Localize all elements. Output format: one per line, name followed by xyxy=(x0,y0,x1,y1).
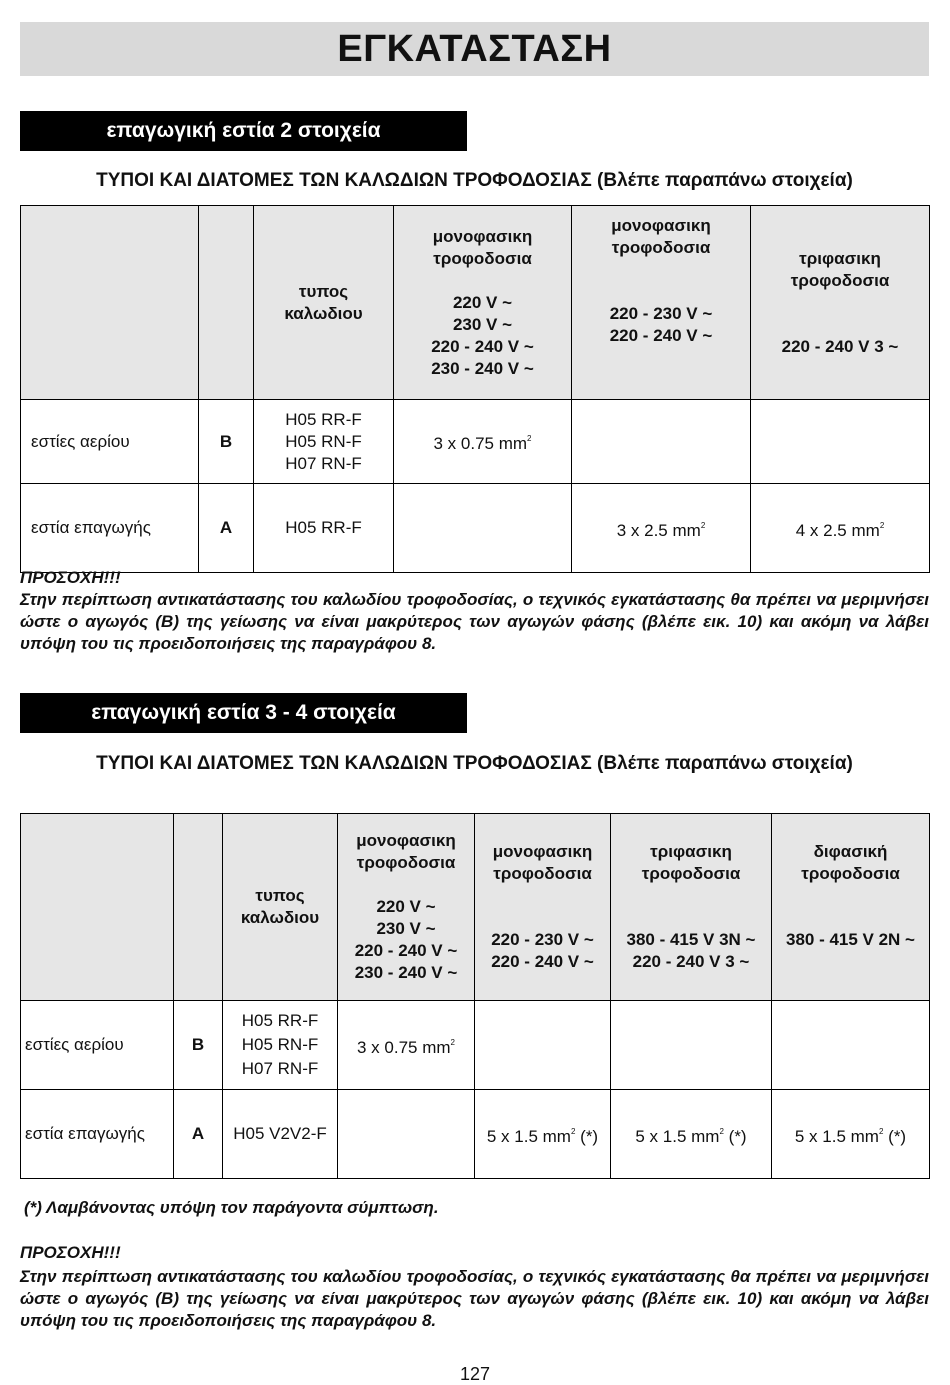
table-row xyxy=(21,484,930,573)
row-code: A xyxy=(174,1090,223,1179)
empty-cell xyxy=(338,1090,475,1179)
section-value-cell: 3 x 0.75 $mm^2$ xyxy=(394,400,572,484)
section-value-cell: 5 x 1.5 $mm^2$ (*) xyxy=(772,1090,930,1179)
section2-subtitle: ΤΥΠΟΙ ΚΑΙ ΔΙΑΤΟΜΕΣ ΤΩΝ ΚΑΛΩΔΙΩΝ ΤΡΟΦΟΔΟΣΙΑΣ (Βλέπε παραπάνω στοιχεία) xyxy=(96,753,853,774)
section-value-cell: 3 x 0.75 $mm^2$ xyxy=(338,1001,475,1090)
section2-heading: επαγωγική εστία 3 - 4 στοιχεία xyxy=(20,693,467,733)
warning-block-1 xyxy=(20,567,929,655)
row-code: A xyxy=(199,484,254,573)
table-header-row xyxy=(21,206,930,400)
warning-text: Στην περίπτωση αντικατάστασης του καλωδίου τροφοδοσίας, ο τεχνικός εγκατάστασης θα πρέπει να μεριμνήσει ώστε ο αγωγός (B) της γείωσης να είναι μακρύτερος των αγωγών φάσης (βλέπε εικ. 10) και ακόμη να λάβει υπόψη του τις προειδοποιήσεις της παραγράφου 8. xyxy=(20,1267,929,1330)
section-value-cell: 3 x 2.5 $mm^2$ xyxy=(572,484,751,573)
header-empty-cell xyxy=(21,206,199,400)
row-label-gas: εστίες αερίου xyxy=(21,400,199,484)
page-title-bar xyxy=(20,22,929,76)
page-number: 127 xyxy=(459,1364,491,1384)
section1-subtitle: ΤΥΠΟΙ ΚΑΙ ΔΙΑΤΟΜΕΣ ΤΩΝ ΚΑΛΩΔΙΩΝ ΤΡΟΦΟΔΟΣΙΑΣ (Βλέπε παραπάνω στοιχεία) xyxy=(96,170,853,191)
cable-table-3-4-zones xyxy=(20,813,930,1179)
table-header-row xyxy=(21,814,930,1001)
header-empty-cell xyxy=(174,814,223,1001)
header-two-phase: διφασική τροφοδοσια 380 - 415 V 2N ~ xyxy=(772,814,930,1001)
table-row xyxy=(21,1001,930,1090)
row-label-induction: εστία επαγωγής xyxy=(21,1090,174,1179)
cable-types-cell: H05 RR-F H05 RN-F H07 RN-F xyxy=(223,1001,338,1090)
empty-cell xyxy=(611,1001,772,1090)
header-empty-cell xyxy=(199,206,254,400)
header-empty-cell xyxy=(21,814,174,1001)
warning-title: ΠΡΟΣΟΧΗ!!! xyxy=(20,1243,121,1262)
header-cable-type: τυπος καλωδιου xyxy=(254,206,394,400)
empty-cell xyxy=(751,400,930,484)
header-single-phase-1: μονοφασικη τροφοδοσια 220 V ~ 230 V ~ 220 - 240 V ~ 230 - 240 V ~ xyxy=(394,206,572,400)
section1-heading: επαγωγική εστία 2 στοιχεία xyxy=(20,111,467,151)
warning-block-2 xyxy=(20,1242,929,1332)
table-row xyxy=(21,1090,930,1179)
row-code: B xyxy=(174,1001,223,1090)
section-value-cell: 5 x 1.5 $mm^2$ (*) xyxy=(611,1090,772,1179)
cable-type-cell: H05 RR-F xyxy=(254,484,394,573)
empty-cell xyxy=(772,1001,930,1090)
header-cable-type: τυπος καλωδιου xyxy=(223,814,338,1001)
section-value-cell: 4 x 2.5 $mm^2$ xyxy=(751,484,930,573)
cable-type-cell: H05 V2V2-F xyxy=(223,1090,338,1179)
row-label-induction: εστία επαγωγής xyxy=(21,484,199,573)
section-value-cell: 5 x 1.5 $mm^2$ (*) xyxy=(475,1090,611,1179)
header-single-phase-2: μονοφασικη τροφοδοσια 220 - 230 V ~ 220 - 240 V ~ xyxy=(572,206,751,400)
empty-cell xyxy=(572,400,751,484)
table-row xyxy=(21,400,930,484)
empty-cell xyxy=(394,484,572,573)
warning-title: ΠΡΟΣΟΧΗ!!! xyxy=(20,568,121,587)
row-label-gas: εστίες αερίου xyxy=(21,1001,174,1090)
header-three-phase: τριφασικη τροφοδοσια 220 - 240 V 3 ~ xyxy=(751,206,930,400)
cable-table-2-zones xyxy=(20,205,930,573)
header-three-phase: τριφασικη τροφοδοσια 380 - 415 V 3N ~ 220 - 240 V 3 ~ xyxy=(611,814,772,1001)
row-code: B xyxy=(199,400,254,484)
header-single-phase-2: μονοφασικη τροφοδοσια 220 - 230 V ~ 220 - 240 V ~ xyxy=(475,814,611,1001)
cable-types-cell: H05 RR-F H05 RN-F H07 RN-F xyxy=(254,400,394,484)
header-single-phase-1: μονοφασικη τροφοδοσια 220 V ~ 230 V ~ 220 - 240 V ~ 230 - 240 V ~ xyxy=(338,814,475,1001)
page-title: ΕΓΚΑΤΑΣΤΑΣΗ xyxy=(337,27,612,70)
empty-cell xyxy=(475,1001,611,1090)
footnote: (*) Λαμβάνοντας υπόψη τον παράγοντα σύμπτωση. xyxy=(24,1198,439,1217)
warning-text: Στην περίπτωση αντικατάστασης του καλωδίου τροφοδοσίας, ο τεχνικός εγκατάστασης θα πρέπει να μεριμνήσει ώστε ο αγωγός (B) της γείωσης να είναι μακρύτερος των αγωγών φάσης (βλέπε εικ. 10) και ακόμη να λάβει υπόψη του τις προειδοποιήσεις της παραγράφου 8. xyxy=(20,590,929,653)
